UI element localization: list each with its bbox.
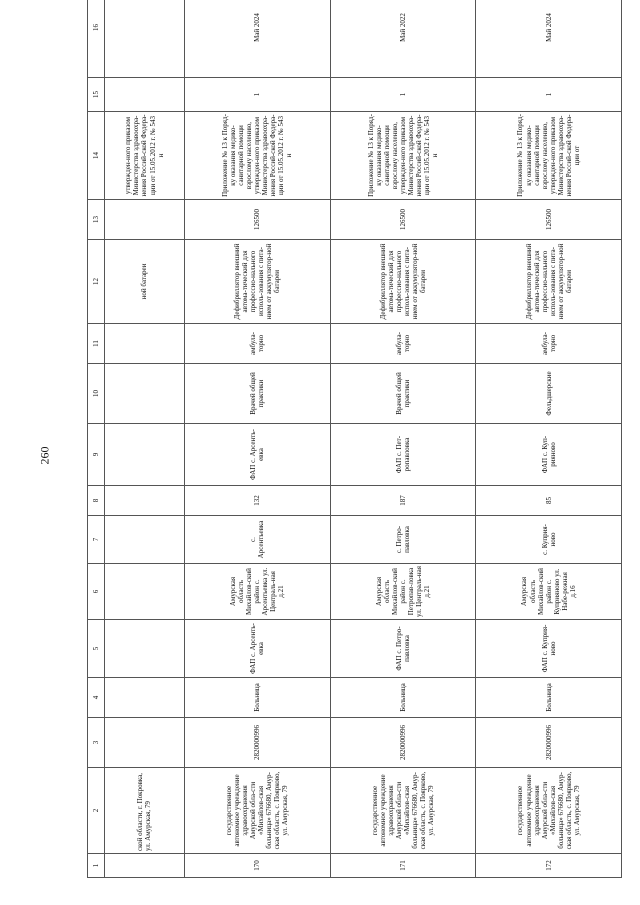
row-number: 171 — [330, 854, 476, 878]
table-cell: 2820000996 — [330, 718, 476, 768]
table-cell: Амурская область Михайлов-ский район с. Куприяново ул. Набе-режная д.16 — [476, 564, 622, 620]
page-number: 260 — [37, 446, 52, 465]
row-number: 172 — [476, 854, 622, 878]
table-cell: Май 2022 — [330, 0, 476, 78]
table-cell: Амурская область Михайлов-ский район с. Арсентьевка ул. Централь-ная д.21 — [184, 564, 330, 620]
table-cell: Врачей общей практики — [184, 364, 330, 424]
column-header: 5 — [88, 620, 105, 678]
column-number-row — [88, 0, 105, 878]
column-header: 10 — [88, 364, 105, 424]
row-number: 170 — [184, 854, 330, 878]
table-cell: ной батареи — [105, 240, 185, 324]
table-cell: Дефибриллятор внешний автома-тический для профессио-нального исполь-зования с пита-нием от аккумулятор-ной батареи — [184, 240, 330, 324]
table-cell: 2820000996 — [476, 718, 622, 768]
column-header: 9 — [88, 424, 105, 486]
table-cell: Приложение № 13 к Поряд-ку оказания медико-санитарной помощи взрослому населению, утвержден-ного приказом Министерства здравоохра-нения Россий-ской Федера-ции от 15.05.2012 г. № 543 н — [184, 112, 330, 200]
column-header: 15 — [88, 78, 105, 112]
table-cell: 126500 — [476, 200, 622, 240]
table-cell: Май 2024 — [476, 0, 622, 78]
table-cell: государственное автономное учреждение здравоохранения Амурской обла-сти «Михайлов-ская больница» 676680, Амур-ская область, с. Поярково, ул. Амурская, 79 — [330, 768, 476, 854]
column-header: 14 — [88, 112, 105, 200]
table-cell: амбула-торно — [330, 324, 476, 364]
table-cell: ской области, г. Покровка, ул. Амурская, 79 — [105, 768, 185, 854]
table-cell: с. Куприя-ново — [476, 516, 622, 564]
table-cell: 85 — [476, 486, 622, 516]
table-row — [476, 0, 622, 878]
table-cell: Больница — [330, 678, 476, 718]
column-header: 2 — [88, 768, 105, 854]
table-cell: утвержден-ного приказом Министерства здравоохра-нения Россий-ской Федера-ции от 15.05.2012 г. № 543 н — [105, 112, 185, 200]
table-cell: 1 — [330, 78, 476, 112]
document-table-wrapper — [87, 13, 622, 878]
table-cell: с. Петро-павловка — [330, 516, 476, 564]
table-cell: 126500 — [330, 200, 476, 240]
table-cell: 187 — [330, 486, 476, 516]
table-cell: 132 — [184, 486, 330, 516]
table-cell: Амурская область Михайлов-ский район с. Петропав-ловка ул. Централь-ная д.21 — [330, 564, 476, 620]
continuation-row — [105, 0, 185, 878]
table-cell: Дефибриллятор внешний автома-тический для профессио-нального исполь-зования с пита-нием от аккумулятор-ной батареи — [476, 240, 622, 324]
table-cell: Май 2024 — [184, 0, 330, 78]
table-cell: 126500 — [184, 200, 330, 240]
column-header: 16 — [88, 0, 105, 78]
column-header: 1 — [88, 854, 105, 878]
table-cell: государственное автономное учреждение здравоохранения Амурской обла-сти «Михайлов-ская больница» 676680, Амур-ская область, с. Поярково, ул. Амурская, 79 — [184, 768, 330, 854]
table-cell: 1 — [476, 78, 622, 112]
equipment-table — [87, 0, 622, 878]
table-cell: Приложение № 13 к Поряд-ку оказания медико-санитарной помощи взрослому населению, утвержден-ного приказом Министерства здравоохра-нения Россий-ской Федера-ции от 15.05.2012 г. № 543 н — [330, 112, 476, 200]
column-header: 3 — [88, 718, 105, 768]
table-row — [330, 0, 476, 878]
table-cell: амбула-торно — [184, 324, 330, 364]
table-cell: ФАП с. Куп-рияново — [476, 424, 622, 486]
table-cell: Приложение № 13 к Поряд-ку оказания медико-санитарной помощи взрослому населению, утвержден-ного приказом Министерства здравоохра-нения Россий-ской Федера-ции от — [476, 112, 622, 200]
table-cell: с. Арсентьевка — [184, 516, 330, 564]
table-cell: ФАП с. Куприя-ново — [476, 620, 622, 678]
table-cell: Больница — [184, 678, 330, 718]
column-header: 11 — [88, 324, 105, 364]
table-cell: Дефибриллятор внешний автома-тический для профессио-нального исполь-зования с пита-нием от аккумулятор-ной батареи — [330, 240, 476, 324]
table-cell: 2820000996 — [184, 718, 330, 768]
column-header: 4 — [88, 678, 105, 718]
table-cell: ФАП с. Арсенть-евка — [184, 424, 330, 486]
table-cell: 1 — [184, 78, 330, 112]
table-cell: государственное автономное учреждение здравоохранения Амурской обла-сти «Михайлов-ская больница» 676680, Амур-ская область, с. Поярково, ул. Амурская, 79 — [476, 768, 622, 854]
table-cell: ФАП с. Петро-павловка — [330, 620, 476, 678]
table-cell: Фельдшерские — [476, 364, 622, 424]
table-cell: Врачей общей практики — [330, 364, 476, 424]
table-cell: Больница — [476, 678, 622, 718]
table-cell: амбула-торно — [476, 324, 622, 364]
column-header: 8 — [88, 486, 105, 516]
column-header: 6 — [88, 564, 105, 620]
column-header: 7 — [88, 516, 105, 564]
table-cell: ФАП с. Арсенть-евка — [184, 620, 330, 678]
table-row — [184, 0, 330, 878]
column-header: 12 — [88, 240, 105, 324]
table-cell: ФАП с. Пет-ропавловка — [330, 424, 476, 486]
column-header: 13 — [88, 200, 105, 240]
